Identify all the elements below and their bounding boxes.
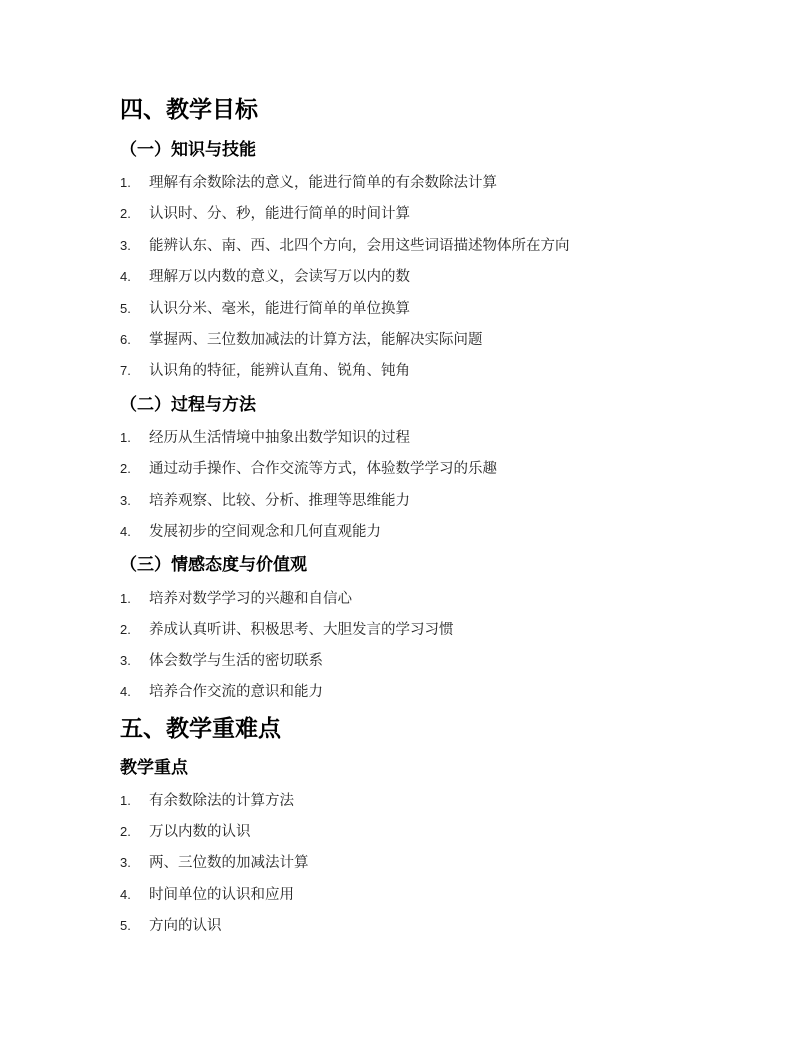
section-5-title: 五、教学重难点 xyxy=(120,716,281,742)
list-item-number: 7. xyxy=(120,363,131,378)
list-item-number: 6. xyxy=(120,332,131,347)
list-item-text: 经历从生活情境中抽象出数学知识的过程 xyxy=(149,430,410,446)
list-item-text: 体会数学与生活的密切联系 xyxy=(149,653,323,669)
list-item-text: 培养合作交流的意识和能力 xyxy=(149,684,323,700)
list-item-number: 1. xyxy=(120,591,131,606)
group-2-heading: （二）过程与方法 xyxy=(120,395,256,415)
list-item-number: 1. xyxy=(120,793,131,808)
list-item-text: 通过动手操作、合作交流等方式，体验数学学习的乐趣 xyxy=(149,461,497,477)
list-item-text: 发展初步的空间观念和几何直观能力 xyxy=(149,524,381,540)
key-points-heading: 教学重点 xyxy=(120,758,188,778)
group-3-heading: （三）情感态度与价值观 xyxy=(120,555,307,575)
list-item-number: 2. xyxy=(120,824,131,839)
section-4-title: 四、教学目标 xyxy=(120,97,258,123)
list-item-number: 4. xyxy=(120,269,131,284)
list-item-text: 万以内数的认识 xyxy=(149,824,251,840)
list-item-text: 认识时、分、秒，能进行简单的时间计算 xyxy=(149,206,410,222)
list-item-text: 理解万以内数的意义，会读写万以内的数 xyxy=(149,269,410,285)
group-1-heading: （一）知识与技能 xyxy=(120,140,256,160)
list-item-number: 4. xyxy=(120,684,131,699)
list-item-number: 1. xyxy=(120,175,131,190)
list-item-text: 认识分米、毫米，能进行简单的单位换算 xyxy=(149,301,410,317)
list-item-number: 3. xyxy=(120,855,131,870)
list-item-number: 1. xyxy=(120,430,131,445)
list-item-text: 两、三位数的加减法计算 xyxy=(149,855,309,871)
list-item-number: 4. xyxy=(120,887,131,902)
list-item-number: 2. xyxy=(120,206,131,221)
list-item-text: 能辨认东、南、西、北四个方向，会用这些词语描述物体所在方向 xyxy=(149,238,570,254)
list-item-number: 5. xyxy=(120,301,131,316)
list-item-text: 时间单位的认识和应用 xyxy=(149,887,294,903)
list-item-text: 培养观察、比较、分析、推理等思维能力 xyxy=(149,493,410,509)
list-item-text: 掌握两、三位数加减法的计算方法，能解决实际问题 xyxy=(149,332,483,348)
list-item-text: 方向的认识 xyxy=(149,918,222,934)
list-item-number: 5. xyxy=(120,918,131,933)
list-item-text: 有余数除法的计算方法 xyxy=(149,793,294,809)
list-item-number: 3. xyxy=(120,653,131,668)
list-item-text: 认识角的特征，能辨认直角、锐角、钝角 xyxy=(149,363,410,379)
list-item-number: 3. xyxy=(120,493,131,508)
list-item-number: 3. xyxy=(120,238,131,253)
list-item-number: 4. xyxy=(120,524,131,539)
list-item-text: 养成认真听讲、积极思考、大胆发言的学习习惯 xyxy=(149,622,454,638)
list-item-number: 2. xyxy=(120,622,131,637)
list-item-number: 2. xyxy=(120,461,131,476)
list-item-text: 培养对数学学习的兴趣和自信心 xyxy=(149,591,352,607)
list-item-text: 理解有余数除法的意义，能进行简单的有余数除法计算 xyxy=(149,175,497,191)
